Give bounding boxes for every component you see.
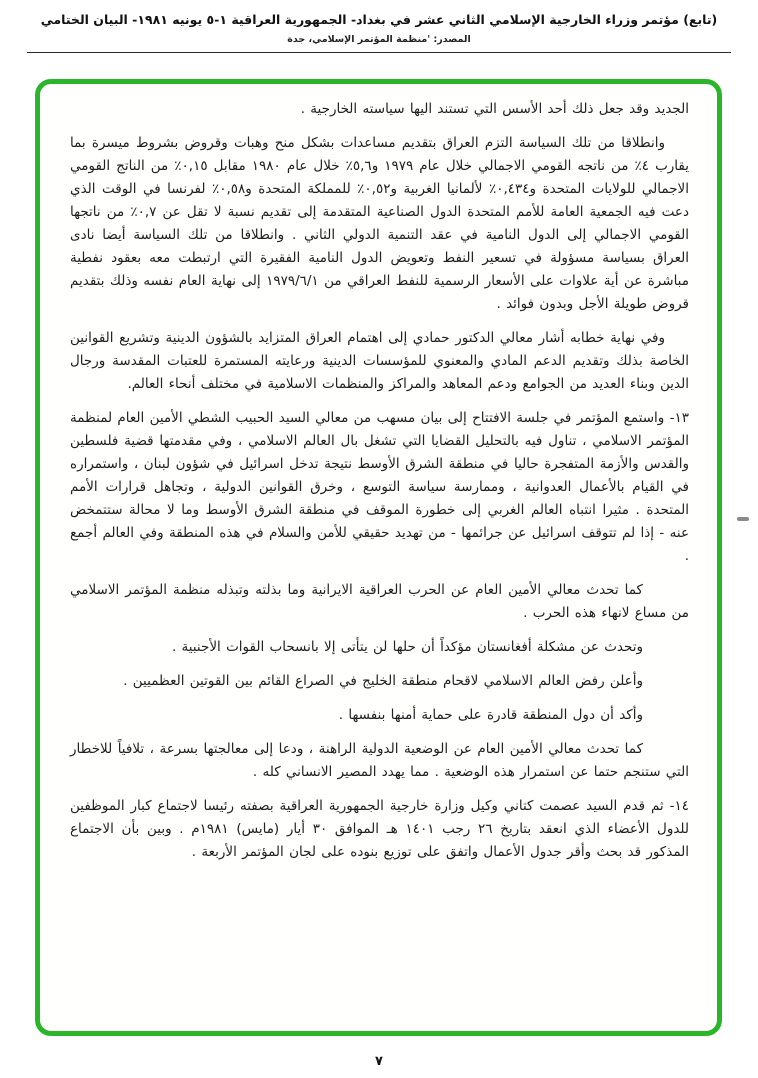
paragraph: وفي نهاية خطابه أشار معالي الدكتور حمادي إلى اهتمام العراق المتزايد بالشؤون الدينية وتشريع القوانين الخاصة بذلك وتقديم الدعم المادي والمعنوي للمؤسسات الدينية ورعايته المستمرة للعتبات المقدسة ورجال الدين وبناء العديد من الجوامع ودعم المعاهد والمراكز والمنظمات الاسلامية في مختلف أنحاء العالم. <box>70 330 689 392</box>
paragraph: كما تحدث معالي الأمين العام عن الحرب العراقية الايرانية وما بذلته وتبذله منظمة المؤتمر الاسلامي من مساع لانهاء هذه الحرب . <box>70 582 689 621</box>
paragraph-item-14: ١٤- ثم قدم السيد عصمت كتاني وكيل وزارة خارجية الجمهورية العراقية بصفته رئيسا لاجتماع كبار الموظفين للدول الأعضاء الذي انعقد بتاريخ ٢٦ رجب ١٤٠١ هـ الموافق ٣٠ أيار (مايس) ١٩٨١م . وبين بأن الاجتماع المذكور قد بحث وأقر جدول الأعمال واتفق على توزيع بنوده على لجان المؤتمر الأربعة . <box>70 798 690 860</box>
page-number: ٧ <box>375 1054 383 1069</box>
paragraph: وانطلاقا من تلك السياسة التزم العراق بتقديم مساعدات بشكل منح وهبات وقروض بشروط ميسرة بما يقارب ٤٪ من ناتجه القومي الاجمالي خلال عام ١٩٧٩ و٥,٦٪ خلال عام ١٩٨٠ مقابل ٠,١٥٪ من الناتج القومي الاجمالي للولايات المتحدة و٠,٤٣٤٪ لألمانيا الغربية و٠,٥٢٪ للمملكة المتحدة و٠,٥٨٪ لفرنسا في الوقت الذي دعت فيه الجمعية العامة للأمم المتحدة الدول الصناعية المتقدمة إلى تقديم نسبة لا تقل عن ٠,٧٪ من ناتجها القومي الاجمالي إلى الدول النامية في عقد التنمية الدولي الثاني . وانطلاقا من تلك السياسة أيضا نادى العراق بسياسة مسؤولة في تسعير النفط وتعويض الدول النامية الفقيرة التي ارتبطت معه بعقود نفطية مباشرة عن أية علاوات على الأسعار الرسمية للنفط العراقي من ١٩٧٩/٦/١ إلى نهاية العام نفسه وذلك بتقديم قروض طويلة الأجل وبدون فوائد . <box>70 135 690 312</box>
paragraph: كما تحدث معالي الأمين العام عن الوضعية الدولية الراهنة ، ودعا إلى معالجتها بسرعة ، تلافياً للاخطار التي ستنجم حتما عن استمرار هذه الوضعية . مما يهدد المصير الانساني كله . <box>70 741 689 780</box>
page-header <box>0 0 758 45</box>
scan-artifact-mark <box>737 517 749 521</box>
paragraph: وأعلن رفض العالم الاسلامي لاقحام منطقة الخليج في الصراع القائم بين القوتين العظميين . <box>123 673 643 689</box>
paragraph: وأكد أن دول المنطقة قادرة على حماية أمنها بنفسها . <box>338 707 643 723</box>
paragraph: وتحدث عن مشكلة أفغانستان مؤكداً أن حلها لن يتأتى إلا بانسحاب القوات الأجنبية . <box>171 639 643 655</box>
paragraph: الجديد وقد جعل ذلك أحد الأسس التي تستند اليها سياسته الخارجية . <box>300 101 689 117</box>
document-frame <box>35 79 722 1036</box>
source-line: المصدر: 'منظمة المؤتمر الإسلامي، جدة <box>287 34 471 45</box>
document-title: (تابع) مؤتمر وزراء الخارجية الإسلامي الثاني عشر في بغداد- الجمهورية العراقية ١-٥ يونيه ١٩٨١- البيان الختامي <box>40 12 718 27</box>
header-divider <box>27 52 731 53</box>
paragraph-item-13: ١٣- واستمع المؤتمر في جلسة الافتتاح إلى بيان مسهب من معالي السيد الحبيب الشطي الأمين العام لمنظمة المؤتمر الاسلامي ، تناول فيه بالتحليل القضايا التي تشغل بال العالم الاسلامي ، وفي مقدمتها قضية فلسطين والقدس والأزمة المتفجرة حاليا في منطقة الشرق الأوسط نتيجة تدخل اسرائيل في شؤون لبنان ، واستمراره في القيام بالأعمال العدوانية ، وممارسة سياسة التوسع ، وخرق القوانين الدولية ، وتجاهل قرارات الأمم المتحدة . مثيرا انتباه العالم الغربي إلى خطورة الموقف في منطقة الشرق الأوسط وما لا محالة ستتمخض عنه - إذا لم تتوقف اسرائيل عن جرائمها - من تهديد حقيقي للأمن والسلام في هذه المنطقة وفي العالم أجمع . <box>70 410 689 564</box>
